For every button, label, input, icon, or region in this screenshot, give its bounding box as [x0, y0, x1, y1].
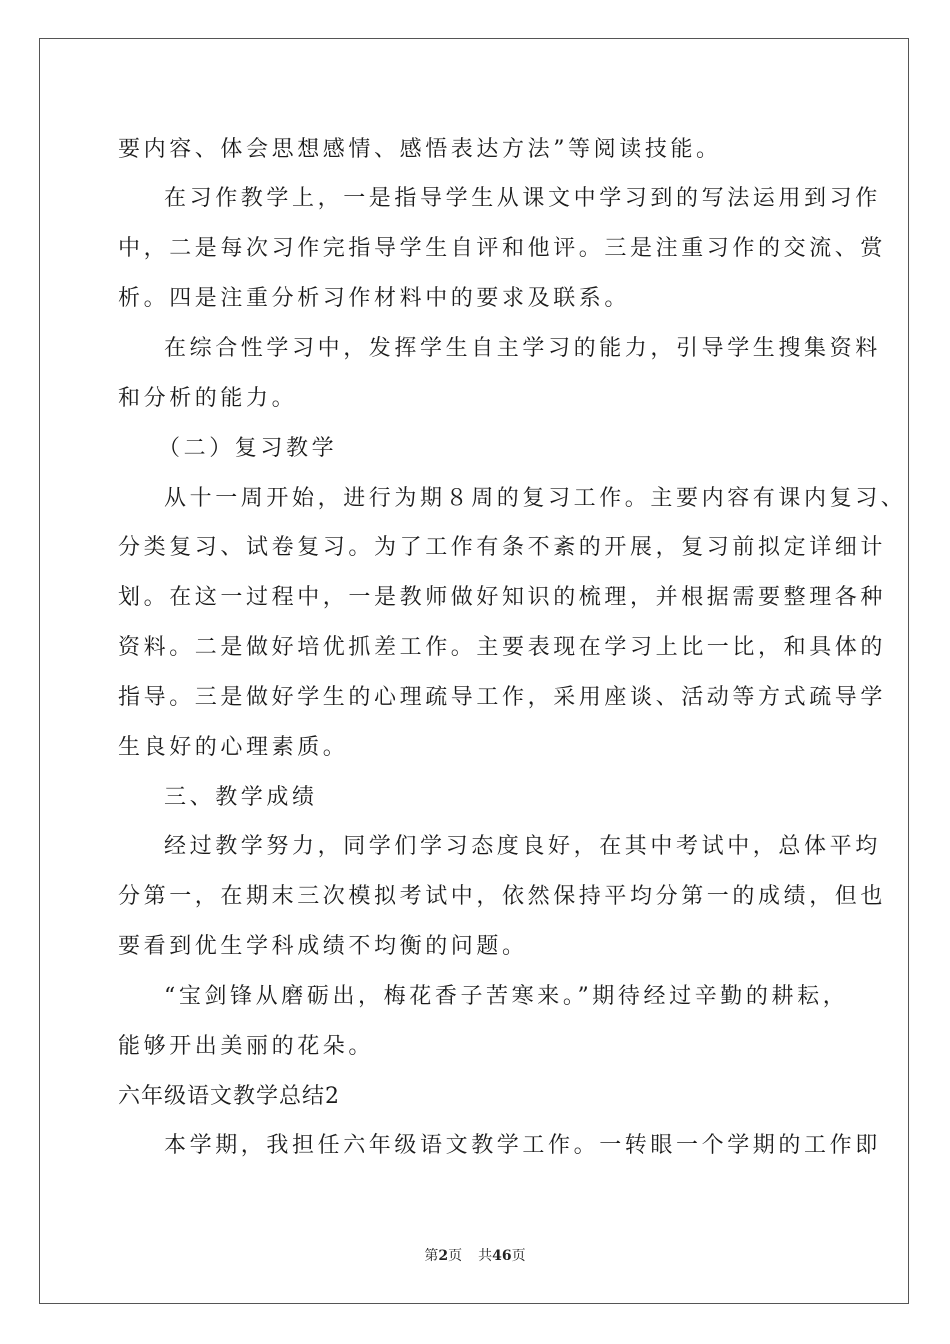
body-line-8: 从十一周开始，进行为期８周的复习工作。主要内容有课内复习、 — [164, 486, 907, 511]
document-title-2: 六年级语文教学总结2 — [118, 1084, 340, 1109]
body-line-13: 生良好的心理素质。 — [118, 735, 349, 760]
footer-page-number: 2 — [438, 1248, 449, 1264]
body-line-6: 和分析的能力。 — [118, 386, 298, 411]
footer-page-prefix: 第 — [424, 1248, 439, 1264]
body-line-1: 要内容、体会思想感情、感悟表达方法”等阅读技能。 — [118, 137, 722, 162]
body-line-17: 要看到优生学科成绩不均衡的问题。 — [118, 934, 528, 959]
body-line-15: 经过教学努力，同学们学习态度良好，在其中考试中，总体平均 — [164, 834, 881, 859]
body-line-4: 析。四是注重分析习作材料中的要求及联系。 — [118, 286, 631, 311]
footer-total-number: 46 — [492, 1248, 512, 1264]
body-line-2: 在习作教学上，一是指导学生从课文中学习到的写法运用到习作 — [164, 186, 881, 211]
body-line-16: 分第一，在期末三次模拟考试中，依然保持平均分第一的成绩，但也 — [118, 884, 887, 909]
body-line-3: 中，二是每次习作完指导学生自评和他评。三是注重习作的交流、赏 — [118, 236, 887, 261]
footer-total-suffix: 页 — [511, 1248, 526, 1264]
body-line-10: 划。在这一过程中，一是教师做好知识的梳理，并根据需要整理各种 — [118, 585, 887, 610]
body-line-5: 在综合性学习中，发挥学生自主学习的能力，引导学生搜集资料 — [164, 336, 881, 361]
footer-total-prefix: 共 — [478, 1248, 493, 1264]
section-heading-review: （二）复习教学 — [158, 436, 338, 461]
body-line-18: “宝剑锋从磨砺出，梅花香子苦寒来。”期待经过辛勤的耕耘， — [164, 984, 849, 1009]
body-line-19: 能够开出美丽的花朵。 — [118, 1034, 375, 1059]
section-heading-results: 三、教学成绩 — [164, 785, 318, 810]
body-line-21: 本学期，我担任六年级语文教学工作。一转眼一个学期的工作即 — [164, 1133, 881, 1158]
page-border — [39, 38, 909, 1304]
body-line-9: 分类复习、试卷复习。为了工作有条不紊的开展，复习前拟定详细计 — [118, 535, 887, 560]
body-line-11: 资料。二是做好培优抓差工作。主要表现在学习上比一比，和具体的 — [118, 635, 887, 660]
body-line-12: 指导。三是做好学生的心理疏导工作，采用座谈、活动等方式疏导学 — [118, 685, 887, 710]
footer-page-suffix: 页 — [448, 1248, 463, 1264]
page-footer — [0, 1246, 950, 1266]
